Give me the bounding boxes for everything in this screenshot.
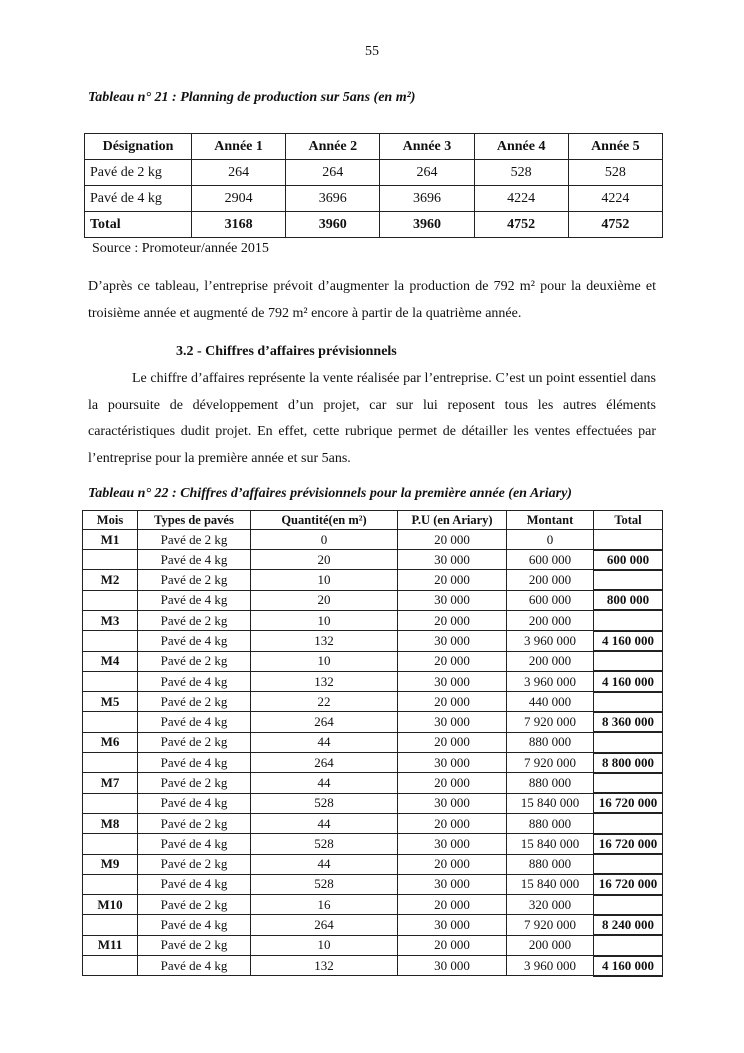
table-cell: Total (85, 212, 192, 238)
amount-cell: 880 000 (507, 854, 594, 874)
unit-price-cell: 30 000 (398, 834, 507, 854)
table-row (83, 651, 663, 671)
table-cell: Pavé de 4 kg (85, 186, 192, 212)
quantity-cell: 264 (251, 712, 398, 732)
quantity-cell: 44 (251, 854, 398, 874)
month-cell: M11 (83, 935, 138, 955)
paragraph-production-increase: D’après ce tableau, l’entreprise prévoit d’augmenter la production de 792 m² pour la deuxième et troisième année et augmenté de 792 m² encore à partir de la quatrième année. (88, 279, 656, 321)
month-cell (83, 915, 138, 935)
paver-type-cell: Pavé de 4 kg (138, 956, 251, 976)
amount-cell: 15 840 000 (507, 793, 594, 813)
table-row (83, 854, 663, 874)
unit-price-cell: 30 000 (398, 793, 507, 813)
quantity-cell: 528 (251, 793, 398, 813)
month-cell: M8 (83, 813, 138, 833)
table-cell: 3960 (286, 212, 380, 238)
paver-type-cell: Pavé de 2 kg (138, 692, 251, 712)
total-cell (594, 854, 663, 874)
paver-type-cell: Pavé de 2 kg (138, 732, 251, 752)
amount-cell: 3 960 000 (507, 671, 594, 691)
month-cell (83, 956, 138, 976)
total-cell (594, 935, 663, 955)
paver-type-cell: Pavé de 2 kg (138, 854, 251, 874)
table-row (83, 712, 663, 732)
month-cell: M4 (83, 651, 138, 671)
total-cell (594, 732, 663, 752)
table-header-row (83, 511, 663, 530)
table-row (83, 956, 663, 976)
table-cell: 3168 (192, 212, 286, 238)
table-cell: 528 (568, 160, 662, 186)
paver-type-cell: Pavé de 4 kg (138, 590, 251, 610)
month-cell (83, 793, 138, 813)
column-header: Quantité(en m²) (251, 511, 398, 530)
total-cell: 16 720 000 (594, 874, 663, 894)
unit-price-cell: 30 000 (398, 956, 507, 976)
total-cell: 8 240 000 (594, 915, 663, 935)
month-cell: M2 (83, 570, 138, 590)
unit-price-cell: 30 000 (398, 915, 507, 935)
quantity-cell: 10 (251, 610, 398, 630)
month-cell: M6 (83, 732, 138, 752)
quantity-cell: 22 (251, 692, 398, 712)
table-cell: 264 (192, 160, 286, 186)
amount-cell: 440 000 (507, 692, 594, 712)
total-cell: 600 000 (594, 550, 663, 570)
unit-price-cell: 20 000 (398, 651, 507, 671)
quantity-cell: 20 (251, 590, 398, 610)
total-cell (594, 610, 663, 630)
amount-cell: 320 000 (507, 895, 594, 915)
table-row (83, 915, 663, 935)
table-header-row (85, 134, 663, 160)
total-cell: 8 360 000 (594, 712, 663, 732)
table-row (83, 895, 663, 915)
table-row (83, 753, 663, 773)
table-cell: 528 (474, 160, 568, 186)
column-header: Année 1 (192, 134, 286, 160)
unit-price-cell: 20 000 (398, 813, 507, 833)
table-row (83, 935, 663, 955)
table-row (83, 590, 663, 610)
month-cell (83, 590, 138, 610)
total-cell: 800 000 (594, 590, 663, 610)
amount-cell: 600 000 (507, 550, 594, 570)
quantity-cell: 528 (251, 874, 398, 894)
table-cell: 4224 (474, 186, 568, 212)
amount-cell: 880 000 (507, 813, 594, 833)
unit-price-cell: 20 000 (398, 610, 507, 630)
month-cell: M9 (83, 854, 138, 874)
column-header: Mois (83, 511, 138, 530)
table21-caption: Tableau n° 21 : Planning de production sur 5ans (en m²) (88, 90, 416, 105)
table-row (85, 186, 663, 212)
page-number: 55 (365, 44, 379, 59)
quantity-cell: 264 (251, 915, 398, 935)
quantity-cell: 20 (251, 550, 398, 570)
total-cell (594, 651, 663, 671)
paver-type-cell: Pavé de 2 kg (138, 895, 251, 915)
amount-cell: 15 840 000 (507, 874, 594, 894)
table-cell: 264 (380, 160, 474, 186)
amount-cell: 15 840 000 (507, 834, 594, 854)
table-row (85, 160, 663, 186)
table-total-row (85, 212, 663, 238)
column-header: Année 5 (568, 134, 662, 160)
unit-price-cell: 30 000 (398, 631, 507, 651)
table-row (83, 570, 663, 590)
month-cell (83, 671, 138, 691)
paver-type-cell: Pavé de 4 kg (138, 631, 251, 651)
month-cell: M7 (83, 773, 138, 793)
amount-cell: 3 960 000 (507, 631, 594, 651)
amount-cell: 7 920 000 (507, 712, 594, 732)
unit-price-cell: 30 000 (398, 753, 507, 773)
paver-type-cell: Pavé de 2 kg (138, 813, 251, 833)
table21-source: Source : Promoteur/année 2015 (92, 241, 269, 256)
paver-type-cell: Pavé de 2 kg (138, 570, 251, 590)
paver-type-cell: Pavé de 4 kg (138, 915, 251, 935)
month-cell (83, 631, 138, 651)
amount-cell: 3 960 000 (507, 956, 594, 976)
amount-cell: 880 000 (507, 773, 594, 793)
unit-price-cell: 20 000 (398, 570, 507, 590)
quantity-cell: 264 (251, 753, 398, 773)
quantity-cell: 528 (251, 834, 398, 854)
quantity-cell: 10 (251, 651, 398, 671)
table-cell: 264 (286, 160, 380, 186)
total-cell (594, 773, 663, 793)
quantity-cell: 10 (251, 570, 398, 590)
paragraph-revenue-intro: Le chiffre d’affaires représente la vente réalisée par l’entreprise. C’est un point essentiel dans la poursuite de développement d’un projet, car sur lui reposent tous les autres éléments caractéristiques dudit projet. En effet, cette rubrique permet de détailler les ventes effectuées par l’entreprise pour la première année et sur 5ans. (88, 371, 656, 466)
quantity-cell: 132 (251, 631, 398, 651)
month-cell (83, 834, 138, 854)
total-cell (594, 692, 663, 712)
total-cell (594, 570, 663, 590)
paver-type-cell: Pavé de 4 kg (138, 712, 251, 732)
column-header: Année 3 (380, 134, 474, 160)
total-cell: 16 720 000 (594, 834, 663, 854)
total-cell (594, 530, 663, 550)
table-row (83, 671, 663, 691)
amount-cell: 200 000 (507, 610, 594, 630)
month-cell (83, 753, 138, 773)
unit-price-cell: 20 000 (398, 530, 507, 550)
month-cell: M5 (83, 692, 138, 712)
table-row (83, 813, 663, 833)
table-row (83, 874, 663, 894)
unit-price-cell: 20 000 (398, 773, 507, 793)
amount-cell: 200 000 (507, 935, 594, 955)
paver-type-cell: Pavé de 4 kg (138, 874, 251, 894)
total-cell (594, 895, 663, 915)
unit-price-cell: 30 000 (398, 671, 507, 691)
paver-type-cell: Pavé de 2 kg (138, 651, 251, 671)
total-cell: 8 800 000 (594, 753, 663, 773)
unit-price-cell: 30 000 (398, 550, 507, 570)
column-header: Année 4 (474, 134, 568, 160)
column-header: Désignation (85, 134, 192, 160)
table-cell: 3696 (286, 186, 380, 212)
total-cell: 4 160 000 (594, 956, 663, 976)
unit-price-cell: 20 000 (398, 732, 507, 752)
amount-cell: 7 920 000 (507, 915, 594, 935)
quantity-cell: 44 (251, 813, 398, 833)
section-heading: 3.2 - Chiffres d’affaires prévisionnels (176, 344, 397, 359)
paver-type-cell: Pavé de 2 kg (138, 935, 251, 955)
column-header: Total (594, 511, 663, 530)
month-cell (83, 550, 138, 570)
unit-price-cell: 30 000 (398, 874, 507, 894)
table-row (83, 631, 663, 651)
amount-cell: 200 000 (507, 570, 594, 590)
table-row (83, 793, 663, 813)
quantity-cell: 132 (251, 956, 398, 976)
column-header: Montant (507, 511, 594, 530)
quantity-cell: 10 (251, 935, 398, 955)
amount-cell: 7 920 000 (507, 753, 594, 773)
paver-type-cell: Pavé de 4 kg (138, 834, 251, 854)
table-row (83, 530, 663, 550)
amount-cell: 200 000 (507, 651, 594, 671)
month-cell: M10 (83, 895, 138, 915)
table-cell: 3696 (380, 186, 474, 212)
paver-type-cell: Pavé de 4 kg (138, 550, 251, 570)
quantity-cell: 44 (251, 773, 398, 793)
table-cell: Pavé de 2 kg (85, 160, 192, 186)
amount-cell: 880 000 (507, 732, 594, 752)
table-cell: 2904 (192, 186, 286, 212)
unit-price-cell: 20 000 (398, 692, 507, 712)
table-row (83, 834, 663, 854)
total-cell: 16 720 000 (594, 793, 663, 813)
unit-price-cell: 20 000 (398, 935, 507, 955)
column-header: Types de pavés (138, 511, 251, 530)
quantity-cell: 0 (251, 530, 398, 550)
month-cell (83, 874, 138, 894)
total-cell (594, 813, 663, 833)
total-cell: 4 160 000 (594, 631, 663, 651)
table-row (83, 692, 663, 712)
table-cell: 4752 (474, 212, 568, 238)
table-row (83, 610, 663, 630)
unit-price-cell: 20 000 (398, 895, 507, 915)
unit-price-cell: 20 000 (398, 854, 507, 874)
paver-type-cell: Pavé de 4 kg (138, 753, 251, 773)
quantity-cell: 44 (251, 732, 398, 752)
quantity-cell: 16 (251, 895, 398, 915)
paver-type-cell: Pavé de 4 kg (138, 671, 251, 691)
table-row (83, 773, 663, 793)
unit-price-cell: 30 000 (398, 590, 507, 610)
table-row (83, 732, 663, 752)
amount-cell: 600 000 (507, 590, 594, 610)
month-cell: M1 (83, 530, 138, 550)
production-planning-table (84, 133, 663, 238)
amount-cell: 0 (507, 530, 594, 550)
paver-type-cell: Pavé de 2 kg (138, 610, 251, 630)
total-cell: 4 160 000 (594, 671, 663, 691)
table-row (83, 550, 663, 570)
paver-type-cell: Pavé de 2 kg (138, 773, 251, 793)
quantity-cell: 132 (251, 671, 398, 691)
month-cell: M3 (83, 610, 138, 630)
table-cell: 4752 (568, 212, 662, 238)
table-cell: 3960 (380, 212, 474, 238)
paver-type-cell: Pavé de 2 kg (138, 530, 251, 550)
table22-caption: Tableau n° 22 : Chiffres d’affaires prévisionnels pour la première année (en Ariary) (88, 486, 572, 501)
column-header: P.U (en Ariary) (398, 511, 507, 530)
month-cell (83, 712, 138, 732)
table-cell: 4224 (568, 186, 662, 212)
paver-type-cell: Pavé de 4 kg (138, 793, 251, 813)
revenue-forecast-table (82, 510, 663, 977)
unit-price-cell: 30 000 (398, 712, 507, 732)
column-header: Année 2 (286, 134, 380, 160)
